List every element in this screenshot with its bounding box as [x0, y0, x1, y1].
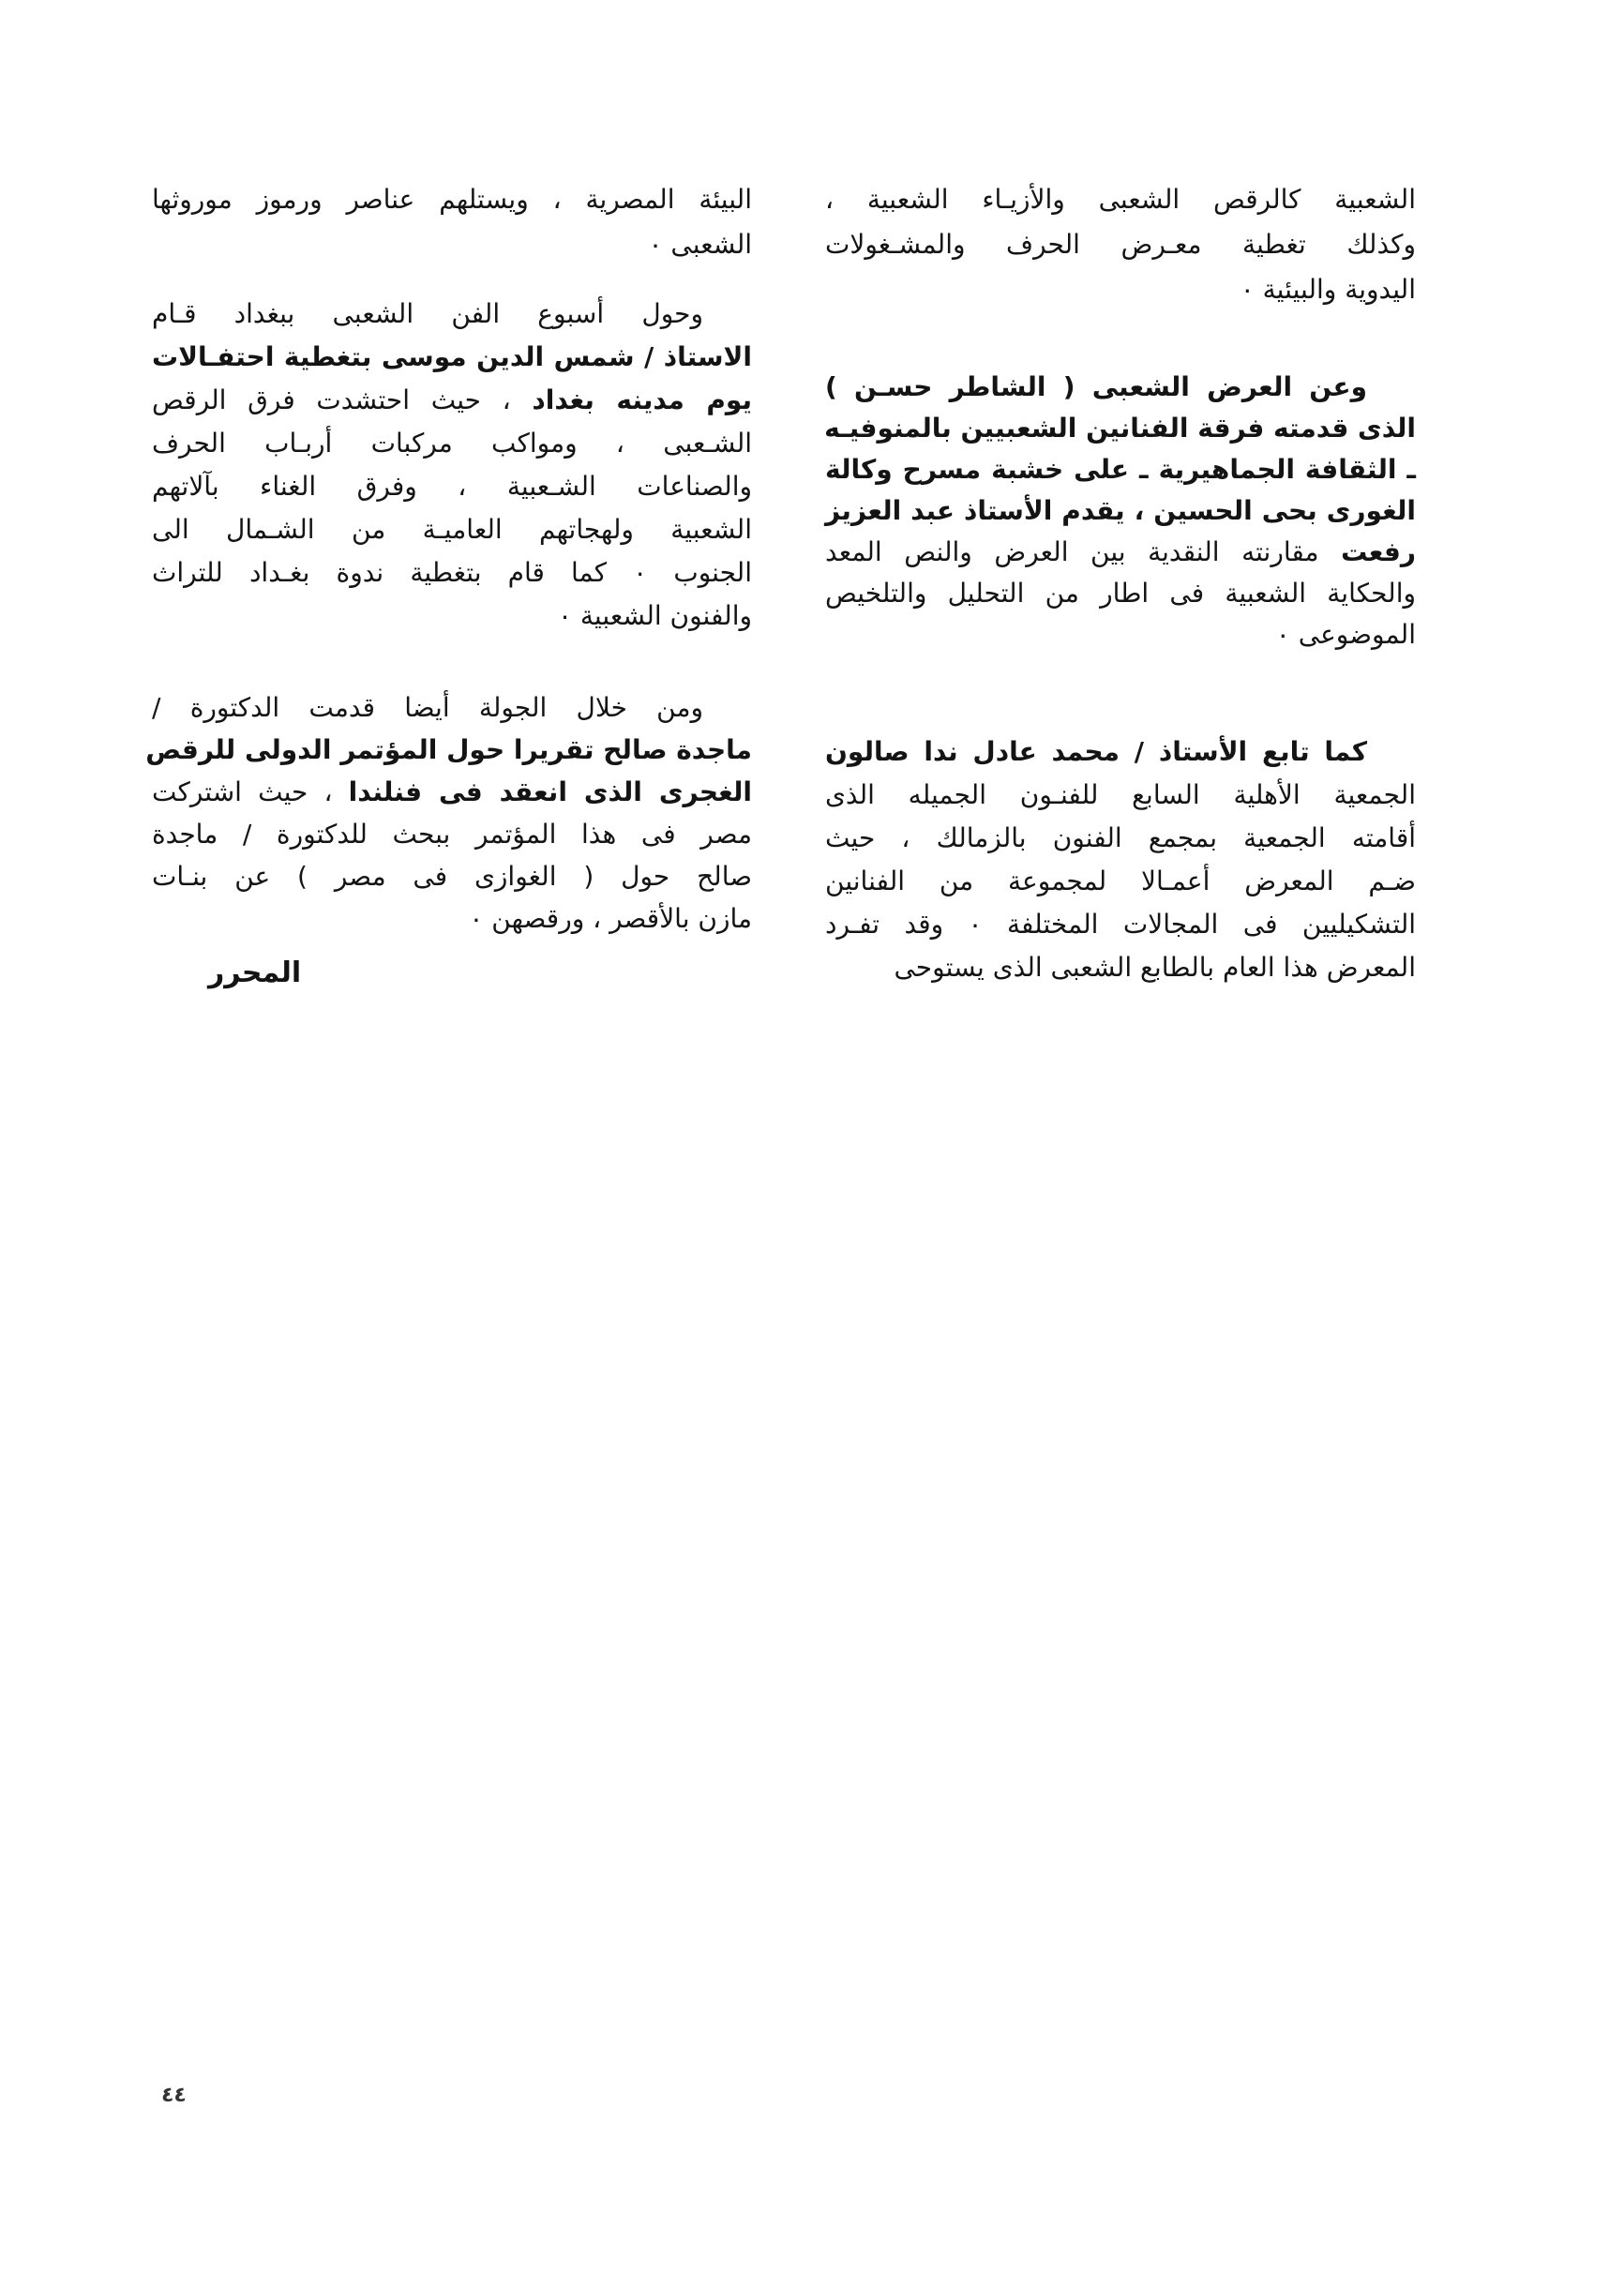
paragraph — [145, 686, 752, 940]
text-line — [825, 817, 1416, 860]
text: الشعبية ولهجاتهم العاميـة من الشـمال الى — [152, 514, 752, 545]
text: ، حيث اشتركت — [152, 776, 349, 807]
text: ضـم المعرض أعمـالا لمجموعة من الفنانين — [825, 866, 1416, 896]
bold-text: الذى قدمته فرقة الفنانين الشعبيين بالمنوفيـه — [824, 413, 1416, 444]
text: ، حيث احتشدت فرق الرقص — [152, 384, 533, 415]
text: مقارنته النقدية بين العرض والنص المعد — [825, 536, 1342, 567]
text-line — [825, 946, 1416, 989]
text-line — [152, 771, 752, 813]
text-line — [825, 860, 1416, 903]
text-line — [152, 551, 752, 595]
text-line — [825, 573, 1416, 614]
text-line — [145, 729, 752, 771]
bold-text: الغورى بحى الحسين ، يقدم الأستاذ عبد العزيز — [825, 495, 1416, 526]
text: الجنوب ٠ كما قام بتغطية ندوة بغـداد للتراث — [152, 557, 752, 588]
text-line — [152, 336, 752, 379]
text: الشعبى ٠ — [648, 229, 752, 260]
text: التشكيليين فى المجالات المختلفة ٠ وقد تفـرد — [825, 909, 1417, 940]
text-line — [152, 855, 752, 897]
text: والفنون الشعبية ٠ — [557, 600, 752, 631]
text: والحكاية الشعبية فى اطار من التحليل والتلخيص — [825, 578, 1416, 609]
paragraph — [825, 177, 1416, 312]
text-line — [825, 177, 1416, 222]
text: البيئة المصرية ، ويستلهم عناصر ورموز موروثها — [152, 184, 752, 215]
text-line — [152, 422, 752, 465]
bold-text: كما تابع الأستاذ / محمد عادل ندا صالون — [825, 736, 1367, 767]
text-line — [825, 532, 1416, 573]
text-line — [825, 774, 1416, 817]
bold-text: وعن العرض الشعبى ( الشاطر حسـن ) — [825, 371, 1367, 402]
bold-text: الاستاذ / شمس الدين موسى بتغطية احتفـالات — [152, 341, 752, 372]
text: وحول أسبوع الفن الشعبى ببغداد قـام — [152, 298, 703, 329]
text-line — [152, 508, 752, 551]
text-line — [825, 730, 1416, 774]
text: الشعبية كالرقص الشعبى والأزيـاء الشعبية ، — [825, 184, 1416, 215]
bold-text: الغجرى الذى انعقد فى فنلندا — [348, 776, 752, 807]
text-line — [152, 222, 752, 267]
text-line — [152, 813, 752, 855]
text: المعرض هذا العام بالطابع الشعبى الذى يستوحى — [894, 952, 1416, 983]
text-line — [152, 293, 752, 336]
bold-text: يوم مدينه بغداد — [532, 384, 752, 415]
bold-text: رفعت — [1341, 536, 1416, 567]
text-line — [152, 177, 752, 222]
text-line — [825, 267, 1416, 312]
text: أقامته الجمعية بمجمع الفنون بالزمالك ، حيث — [825, 822, 1416, 853]
text: اليدوية والبيئية ٠ — [1240, 274, 1416, 305]
bold-text: ـ الثقافة الجماهيرية ـ على خشبة مسرح وكالة — [825, 454, 1416, 485]
text: صالح حول ( الغوازى فى مصر ) عن بنـات — [152, 861, 752, 892]
text: وكذلك تغطية معـرض الحرف والمشـغولات — [825, 229, 1416, 260]
text-line — [825, 490, 1416, 532]
author-signature: المحرر — [208, 956, 302, 989]
text-line — [825, 408, 1416, 449]
text: مازن بالأقصر ، ورقصهن ٠ — [469, 903, 752, 934]
text-line — [825, 367, 1416, 408]
text-line — [152, 595, 752, 638]
text: ومن خلال الجولة أيضا قدمت الدكتورة / — [152, 692, 703, 723]
paragraph — [152, 293, 752, 638]
text-line — [825, 449, 1416, 490]
paragraph — [825, 730, 1416, 989]
text: الشـعبى ، ومواكب مركبات أربـاب الحرف — [152, 428, 752, 459]
text-line — [152, 897, 752, 940]
text: والصناعات الشـعبية ، وفرق الغناء بآلاتهم — [152, 471, 752, 502]
text: مصر فى هذا المؤتمر ببحث للدكتورة / ماجدة — [152, 819, 752, 850]
text: الجمعية الأهلية السابع للفنـون الجميله الذى — [825, 779, 1416, 810]
text-line — [152, 379, 752, 422]
text-line — [825, 903, 1416, 946]
paragraph — [825, 367, 1416, 655]
paragraph — [152, 177, 752, 267]
text-line — [825, 614, 1416, 655]
bold-text: ماجدة صالح تقريرا حول المؤتمر الدولى للرقص — [145, 734, 752, 765]
text-line — [152, 686, 752, 729]
text-line — [825, 222, 1416, 267]
page-number: ٤٤ — [161, 2084, 187, 2107]
text: الموضوعى ٠ — [1275, 619, 1416, 650]
text-line — [152, 465, 752, 508]
